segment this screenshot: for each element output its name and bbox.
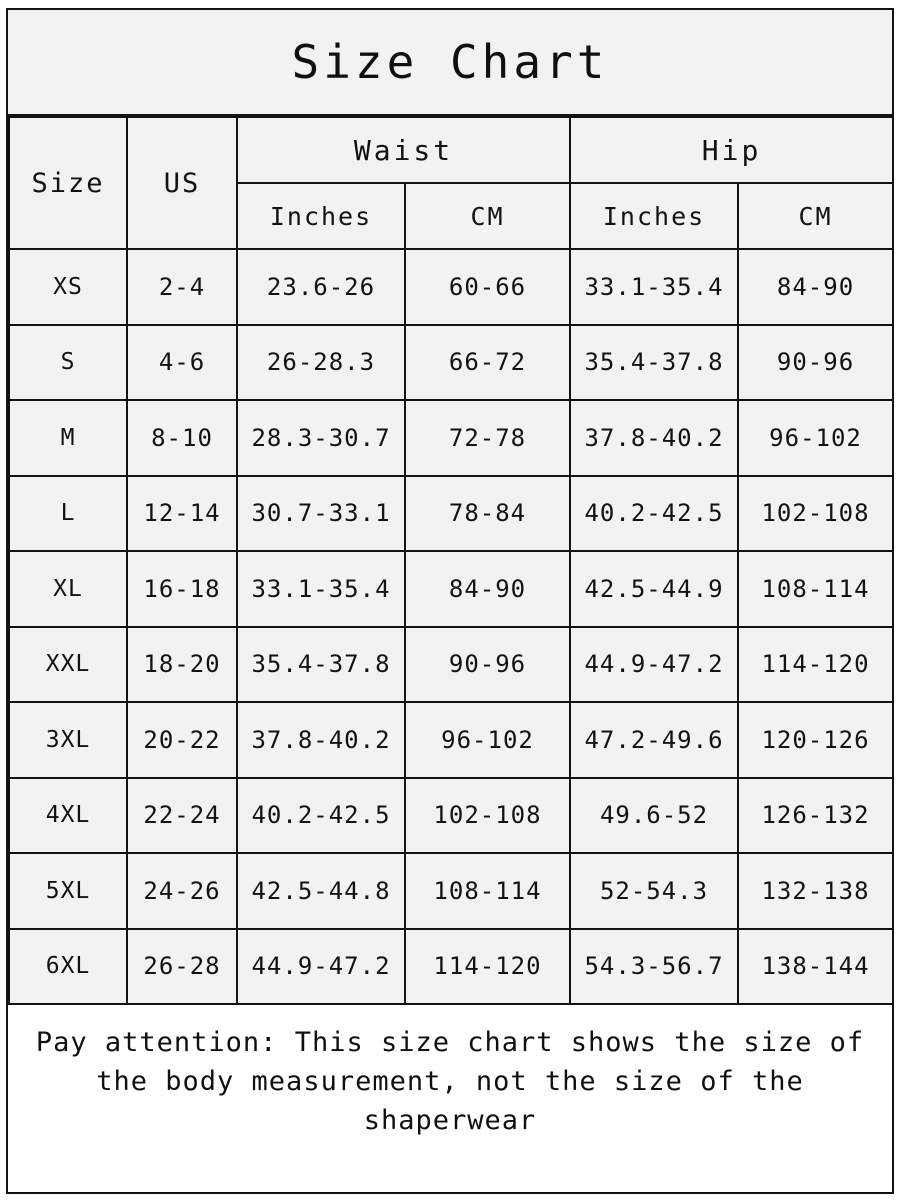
table-row <box>9 853 893 929</box>
cell-hip-inches: 49.6-52 <box>570 778 738 854</box>
table-row <box>9 627 893 703</box>
cell-size: M <box>9 400 127 476</box>
column-group-header-waist: Waist <box>237 117 570 183</box>
table-row <box>9 702 893 778</box>
column-header-us: US <box>127 117 237 249</box>
cell-hip-cm: 126-132 <box>738 778 893 854</box>
cell-us: 12-14 <box>127 476 237 552</box>
cell-hip-cm: 102-108 <box>738 476 893 552</box>
cell-waist-inches: 35.4-37.8 <box>237 627 405 703</box>
cell-waist-cm: 78-84 <box>405 476 570 552</box>
cell-hip-cm: 108-114 <box>738 551 893 627</box>
cell-hip-cm: 90-96 <box>738 325 893 401</box>
column-group-header-hip: Hip <box>570 117 893 183</box>
cell-us: 2-4 <box>127 249 237 325</box>
column-header-waist-cm: CM <box>405 183 570 249</box>
attention-note-text: Pay attention: This size chart shows the size of the body measurement, not the size of the shaperwear <box>35 1027 865 1137</box>
size-table-container <box>8 116 892 1005</box>
cell-size: S <box>9 325 127 401</box>
table-row <box>9 476 893 552</box>
size-table <box>8 116 894 1005</box>
column-header-hip-cm: CM <box>738 183 893 249</box>
cell-hip-cm: 84-90 <box>738 249 893 325</box>
cell-size: XL <box>9 551 127 627</box>
table-row <box>9 551 893 627</box>
cell-hip-cm: 96-102 <box>738 400 893 476</box>
cell-waist-inches: 33.1-35.4 <box>237 551 405 627</box>
page-title: Size Chart <box>291 35 609 89</box>
cell-waist-inches: 30.7-33.1 <box>237 476 405 552</box>
cell-hip-inches: 40.2-42.5 <box>570 476 738 552</box>
cell-waist-inches: 40.2-42.5 <box>237 778 405 854</box>
cell-us: 26-28 <box>127 929 237 1005</box>
cell-size: 3XL <box>9 702 127 778</box>
cell-size: 6XL <box>9 929 127 1005</box>
table-row <box>9 400 893 476</box>
column-header-hip-inches: Inches <box>570 183 738 249</box>
cell-us: 16-18 <box>127 551 237 627</box>
cell-us: 8-10 <box>127 400 237 476</box>
table-row <box>9 778 893 854</box>
column-header-waist-inches: Inches <box>237 183 405 249</box>
cell-hip-inches: 37.8-40.2 <box>570 400 738 476</box>
cell-hip-cm: 114-120 <box>738 627 893 703</box>
cell-waist-cm: 84-90 <box>405 551 570 627</box>
cell-us: 20-22 <box>127 702 237 778</box>
table-header-row-groups <box>9 117 893 183</box>
cell-waist-inches: 37.8-40.2 <box>237 702 405 778</box>
table-row <box>9 929 893 1005</box>
table-row <box>9 249 893 325</box>
cell-hip-inches: 54.3-56.7 <box>570 929 738 1005</box>
cell-hip-inches: 35.4-37.8 <box>570 325 738 401</box>
cell-hip-cm: 132-138 <box>738 853 893 929</box>
chart-frame <box>6 8 894 1194</box>
cell-waist-cm: 60-66 <box>405 249 570 325</box>
cell-waist-cm: 114-120 <box>405 929 570 1005</box>
cell-hip-inches: 33.1-35.4 <box>570 249 738 325</box>
cell-waist-inches: 42.5-44.8 <box>237 853 405 929</box>
table-body <box>9 249 893 1004</box>
title-bar <box>8 10 892 116</box>
column-header-size: Size <box>9 117 127 249</box>
cell-us: 18-20 <box>127 627 237 703</box>
cell-us: 22-24 <box>127 778 237 854</box>
cell-us: 24-26 <box>127 853 237 929</box>
cell-waist-cm: 66-72 <box>405 325 570 401</box>
cell-size: XXL <box>9 627 127 703</box>
attention-note <box>8 1005 892 1192</box>
cell-hip-inches: 44.9-47.2 <box>570 627 738 703</box>
cell-waist-cm: 72-78 <box>405 400 570 476</box>
cell-us: 4-6 <box>127 325 237 401</box>
cell-size: 5XL <box>9 853 127 929</box>
table-header <box>9 117 893 249</box>
cell-waist-cm: 96-102 <box>405 702 570 778</box>
cell-size: 4XL <box>9 778 127 854</box>
cell-hip-cm: 120-126 <box>738 702 893 778</box>
cell-waist-inches: 23.6-26 <box>237 249 405 325</box>
cell-waist-inches: 44.9-47.2 <box>237 929 405 1005</box>
cell-waist-cm: 102-108 <box>405 778 570 854</box>
cell-hip-inches: 52-54.3 <box>570 853 738 929</box>
cell-size: XS <box>9 249 127 325</box>
cell-hip-inches: 42.5-44.9 <box>570 551 738 627</box>
cell-size: L <box>9 476 127 552</box>
cell-hip-cm: 138-144 <box>738 929 893 1005</box>
cell-waist-cm: 90-96 <box>405 627 570 703</box>
cell-hip-inches: 47.2-49.6 <box>570 702 738 778</box>
cell-waist-cm: 108-114 <box>405 853 570 929</box>
cell-waist-inches: 26-28.3 <box>237 325 405 401</box>
table-row <box>9 325 893 401</box>
cell-waist-inches: 28.3-30.7 <box>237 400 405 476</box>
